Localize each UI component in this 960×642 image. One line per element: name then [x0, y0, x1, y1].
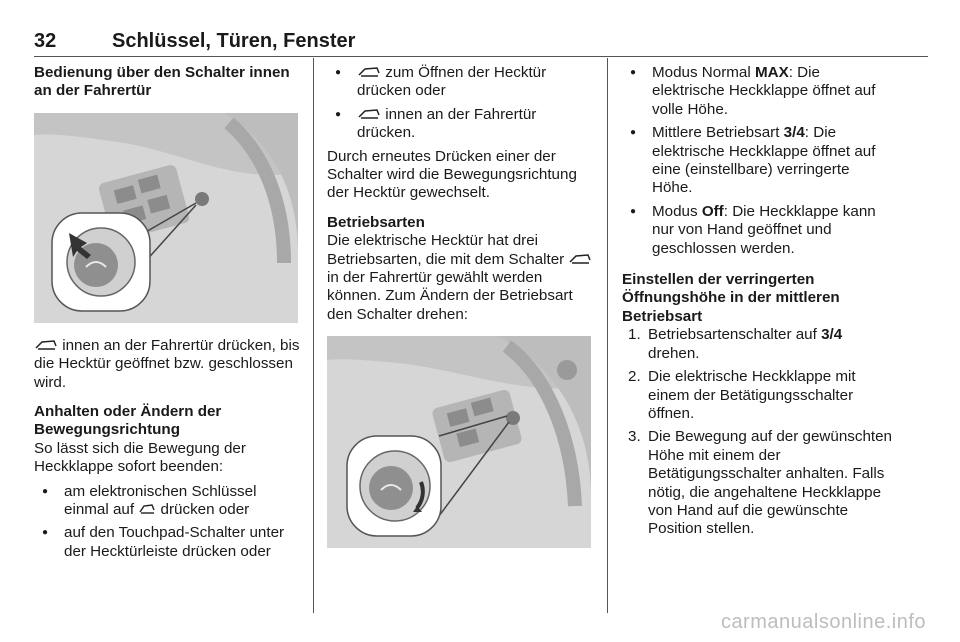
key-tailgate-icon — [138, 503, 156, 515]
list-item-text: am elektronischen Schlüssel einmal auf — [64, 482, 257, 519]
paragraph: Durch erneutes Drücken einer der Schalter wird die Bewegungsrichtung der Hecktür gewechselt. — [327, 147, 577, 202]
numbered-list — [622, 326, 892, 538]
paragraph — [34, 337, 300, 392]
step-number: 2. — [628, 368, 641, 386]
tailgate-icon — [568, 253, 592, 265]
column-1 — [34, 64, 300, 566]
column-2 — [327, 64, 595, 548]
list-item — [622, 64, 892, 119]
list-item — [327, 106, 595, 143]
list-item-text: drücken oder — [160, 501, 250, 519]
column-divider-1 — [313, 58, 314, 613]
list-item-text: Modus Normal — [652, 64, 755, 81]
column-3 — [622, 64, 892, 544]
list-item — [622, 428, 892, 538]
list-item-text: Betriebsartenschalter auf — [648, 326, 822, 344]
tailgate-icon — [34, 339, 58, 351]
bullet-list — [34, 483, 300, 562]
list-item-text: : Die elektrische Heckklappe öffnet auf volle Höhe. — [652, 64, 876, 118]
paragraph-text: innen an der Fahrertür drücken, bis die Hecktür geöffnet bzw. geschlossen wird. — [34, 336, 300, 391]
watermark: carmanualsonline.info — [720, 611, 926, 633]
list-item — [34, 483, 300, 520]
bullet-list — [327, 64, 595, 143]
column-divider-2 — [607, 58, 608, 613]
mode-label: Off — [701, 202, 724, 220]
page-number: 32 — [34, 30, 57, 52]
list-item-text: Die Bewegung auf der gewünschten Höhe mit einem der Betätigungsschalter anhalten. Falls nötig, die angehaltene Heckklappe von Hand auf die gewünschte Position stellen. — [648, 428, 893, 538]
list-item — [327, 64, 595, 101]
paragraph-text: Die elektrische Hecktür hat drei Betriebsarten, die mit dem Schalter — [327, 232, 565, 268]
door-switch-photo — [34, 113, 298, 323]
section-heading: Betriebsarten — [327, 213, 425, 231]
list-item — [622, 203, 892, 258]
tailgate-icon — [357, 66, 381, 78]
paragraph: So lässt sich die Bewegung der Heckklappe sofort beenden: — [34, 439, 246, 476]
section-heading: Anhalten oder Ändern der Bewegungsrichtung — [34, 403, 222, 439]
list-item-text: Mittlere Betriebsart — [652, 124, 784, 142]
header-rule — [34, 56, 928, 57]
mode-label: 3/4 — [821, 326, 843, 344]
list-item-text: : Die elektrische Heckklappe öffnet auf eine (einstellbare) verringerte Höhe. — [652, 124, 876, 197]
mode-label: 3/4 — [783, 124, 805, 142]
bullet-list — [622, 64, 892, 258]
section-heading: Bedienung über den Schalter innen an der Fahrertür — [34, 64, 290, 100]
list-item — [622, 368, 892, 423]
list-item — [622, 124, 892, 198]
paragraph — [327, 232, 595, 324]
mode-switch-photo — [327, 336, 591, 548]
tailgate-icon — [357, 108, 381, 120]
list-item-text: Die elektrische Heckklappe mit einem der Betätigungsschalter öffnen. — [648, 368, 856, 422]
list-item-text: drehen. — [648, 344, 700, 362]
mode-label: MAX — [754, 64, 789, 81]
list-item-text: zum Öffnen der Hecktür drücken oder — [357, 64, 547, 100]
list-item — [622, 326, 892, 363]
list-item-text: innen an der Fahrertür drücken. — [357, 105, 537, 142]
list-item-text: : Die Heckklappe kann nur von Hand geöffnet und geschlossen werden. — [652, 202, 876, 257]
page-header — [34, 30, 355, 53]
section-heading: Einstellen der verringerten Öffnungshöhe in der mittleren Betriebsart — [622, 271, 840, 325]
step-number: 1. — [628, 326, 641, 344]
list-item: ● auf den Touchpad-Schalter unter der Hecktürleiste drücken oder — [34, 524, 300, 561]
list-item-text: Modus — [652, 202, 702, 220]
paragraph-text: in der Fahrertür gewählt werden können. Zum Ändern der Betriebsart den Schalter drehen: — [327, 269, 573, 323]
page-title: Schlüssel, Türen, Fenster — [112, 30, 356, 52]
step-number: 3. — [628, 428, 641, 446]
